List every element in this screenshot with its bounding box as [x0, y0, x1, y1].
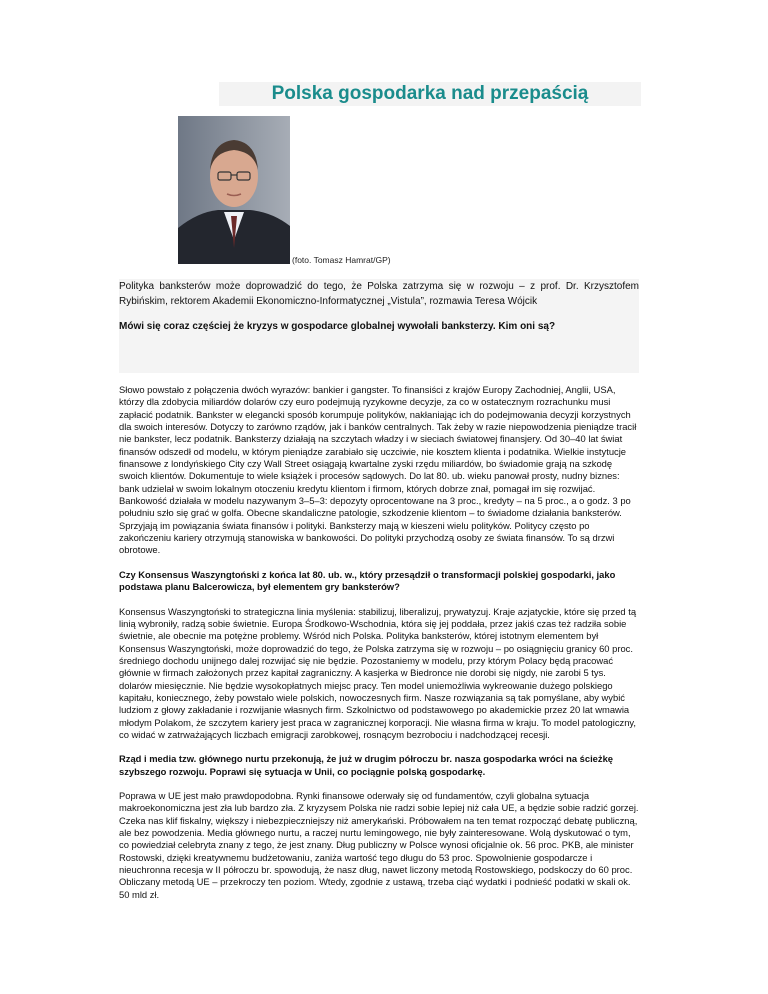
answer-1: Słowo powstało z połączenia dwóch wyrazów: bankier i gangster. To finansiści z krajów Europy Zachodniej, Anglii, USA, którzy dla zdobycia miliardów dolarów czy euro podejmują ryzykowne decyzje, za co w ostatecznym rozrachunku musi zapłacić podatnik. Bankster w elegancki sposób korumpuje polityków, nakłaniając ich do podejmowania decyzji korzystnych dla swoich interesów. Dotyczy to zarówno rządów, jak i banków centralnych. Tak żeby w razie niepowodzenia pieniądze tracił nie bankster, lecz podatnik. Banksterzy działają na szczytach władzy i w sieciach światowej finansjery. Od 30–40 lat świat finansów odszedł od modelu, w którym pieniądze zarabiało się uczciwie, nie kosztem klienta i podatnika. Wielkie instytucje finansowe z londyńskiego City czy Wall Street osiągają kwartalne zyski rzędu miliardów, bo świadomie grają na szkodę swoich klientów. Dokumentuje to wiele książek i procesów sądowych. Do lat 80. ub. wieku panował prosty, nudny biznes: bank udzielał w swoim lokalnym otoczeniu kredytu klientom i firmom, których dobrze znał, pomagał im się rozwijać. Bankowość działała w modelu nazywanym 3–5–3: depozyty oprocentowane na 3 proc., kredyty – na 5 proc., a o godz. 3 po południu szło się grać w golfa. Obecne skandaliczne patologie, szkodzenie klientom – to świadome działania banksterów. Sprzyjają im powiązania świata finansów i polityki. Banksterzy mają w kieszeni wielu polityków. Politycy często po zakończeniu kariery otrzymują stanowiska w bankowości. Do polityki przychodzą osoby ze świata finansów. To są drzwi obrotowe. — [119, 384, 637, 556]
article-body — [119, 384, 639, 901]
photo-caption: (foto. Tomasz Hamrat/GP) — [292, 255, 391, 265]
article-title: Polska gospodarka nad przepaścią — [271, 83, 589, 104]
lead-section — [119, 279, 639, 373]
question-1: Mówi się coraz częściej że kryzys w gospodarce globalnej wywołali banksterzy. Kim oni są? — [119, 321, 556, 332]
title-bar — [219, 82, 641, 106]
question-2: Czy Konsensus Waszyngtoński z końca lat 80. ub. w., który przesądził o transformacji polskiej gospodarki, jako podstawa planu Balcerowicza, był elementem gry banksterów? — [119, 568, 616, 593]
answer-3: Poprawa w UE jest mało prawdopodobna. Rynki finansowe oderwały się od fundamentów, czyli globalna sytuacja makroekonomiczna jest zła lub bardzo zła. Z kryzysem Polska nie radzi sobie lepiej niż cała UE, a będzie sobie radzić gorzej. Czeka nas klif fiskalny, większy i niebezpieczniejszy niż amerykański. Próbowałem na ten temat rozpocząć debatę publiczną, ale bez powodzenia. Media głównego nurtu, a raczej nurtu lemingowego, nie były zainteresowane. Wolą dyskutować o tym, co powiedział celebryta znany z tego, że jest znany. Dług publiczny w Polsce wynosi oficjalnie ok. 56 proc. PKB, ale minister Rostowski, dzięki kreatywnemu budżetowaniu, zaniża wartość tego długu do 53 proc. Spowolnienie gospodarcze i nieuchronna recesja w II półroczu br. spowodują, że nasz dług, nawet liczony metodą Rostowskiego, podskoczy do 60 proc. Obliczany metodą UE – przekroczy ten poziom. Wtedy, zgodnie z ustawą, trzeba ciąć wydatki i podnieść podatki w skali ok. 50 mld zł. — [119, 789, 639, 900]
question-3: Rząd i media tzw. głównego nurtu przekonują, że już w drugim półroczu br. nasza gospodarka wróci na ścieżkę szybszego rozwoju. Poprawi się sytuacja w Unii, co pociągnie polską gospodarkę. — [119, 753, 614, 777]
answer-2: Konsensus Waszyngtoński to strategiczna linia myślenia: stabilizuj, liberalizuj, prywatyzuj. Kraje azjatyckie, które się przed tą linią wybroniły, radzą sobie świetnie. Europa Środkowo-Wschodnia, która się jej poddała, przez jakiś czas też radziła sobie świetnie, ale obecnie ma potężne problemy. Wśród nich Polska. Polityka banksterów, której istotnym elementem był Konsensus Waszyngtoński, może doprowadzić do tego, że Polska zatrzyma się w rozwoju – po osiągnięciu granicy 60 proc. średniego dochodu unijnego dalej rozwijać się nie będzie. Pozostaniemy w modelu, przy którym Polacy będą pracować głównie w firmach założonych przez kapitał zagraniczny. A kasjerka w Biedronce nie dorobi się nigdy, nie zarobi 5 tys. dolarów miesięcznie. Nie będzie wysokopłatnych miejsc pracy. Ten model uniemożliwia wykreowanie dużego polskiego kapitału, koniecznego, żeby powstało wiele polskich, nowoczesnych firm. Nasze rozwiązania są tak pomyślane, aby wybić ludziom z głowy zakładanie i rozwijanie własnych firm. Szkolnictwo od podstawowego po akademickie przez 20 lat wmawia młodym Polakom, że szczytem kariery jest praca w zagranicznej korporacji. Nie własna firma w kraju. To model patologiczny, co widać w zatrważających liczbach emigracji zarobkowej, rosnącym bezrobociu i nadchodzącej recesji. — [119, 605, 637, 740]
author-photo — [178, 116, 290, 264]
article-lead: Polityka banksterów może doprowadzić do tego, że Polska zatrzyma się w rozwoju – z prof. Dr. Krzysztofem Rybińskim, rektorem Akademii Ekonomiczno-Informatycznej „Vistula”, rozmawia Teresa Wójcik — [119, 281, 639, 307]
portrait-image — [178, 116, 290, 264]
